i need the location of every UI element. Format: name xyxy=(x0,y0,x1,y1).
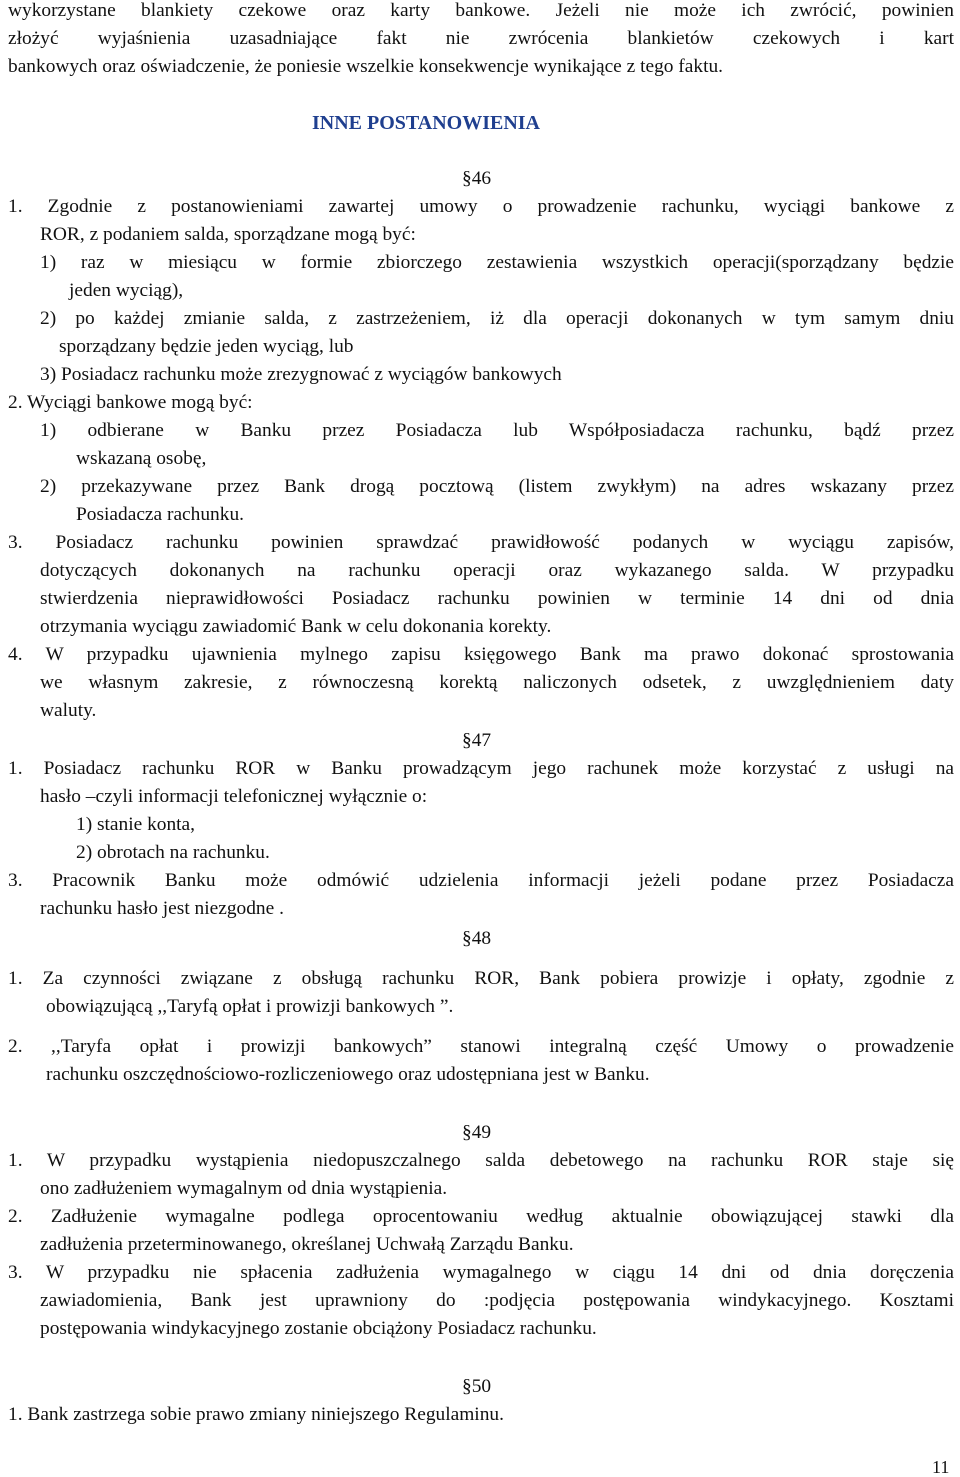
s47-p1-line-1: 1. Posiadacz rachunku ROR w Banku prowadzącym jego rachunek może korzystać z usługi na xyxy=(8,758,954,779)
s46-p1-item2-line-2: sporządzany będzie jeden wyciąg, lub xyxy=(59,336,354,357)
s46-p2-item2-line-2: Posiadacza rachunku. xyxy=(76,504,244,525)
s46-p2-item1-line-1: 1) odbierane w Banku przez Posiadacza lub Współposiadacza rachunku, bądź przez xyxy=(40,420,954,441)
s48-p1-line-2: obowiązującą ,,Taryfą opłat i prowizji bankowych ”. xyxy=(46,996,454,1017)
s50-p1-line-1: 1. Bank zastrzega sobie prawo zmiany niniejszego Regulaminu. xyxy=(8,1404,504,1425)
s46-p1-item1-line-1: 1) raz w miesiącu w formie zbiorczego zestawienia wszystkich operacji(sporządzany będzie xyxy=(40,252,954,273)
s48-p2-line-1: 2. ,,Taryfa opłat i prowizji bankowych” stanowi integralną część Umowy o prowadzenie xyxy=(8,1036,954,1057)
s47-p3-line-2: rachunku hasło jest niezgodne . xyxy=(40,898,284,919)
s47-p1-item-1: 1) stanie konta, xyxy=(76,814,196,835)
s49-p3-line-1: 3. W przypadku nie spłacenia zadłużenia wymagalnego w ciągu 14 dni od dnia doręczenia xyxy=(8,1262,954,1283)
paragraph-48-title: §48 xyxy=(462,928,492,949)
paragraph-47-title: §47 xyxy=(462,730,492,751)
intro-line-2: złożyć wyjaśnienia uzasadniające fakt nie zwrócenia blankietów czekowych i kart xyxy=(8,28,954,49)
s46-p4-line-2: we własnym zakresie, z równoczesną korektą naliczonych odsetek, z uwzględnieniem daty xyxy=(40,672,954,693)
s46-p3-line-4: otrzymania wyciągu zawiadomić Bank w celu dokonania korekty. xyxy=(40,616,552,637)
s47-p3-line-1: 3. Pracownik Banku może odmówić udzielenia informacji jeżeli podane przez Posiadacza xyxy=(8,870,954,891)
s48-p2-line-2: rachunku oszczędnościowo-rozliczeniowego oraz udostępniana jest w Banku. xyxy=(46,1064,650,1085)
section-heading: INNE POSTANOWIENIA xyxy=(312,112,540,134)
page-number: 11 xyxy=(932,1457,950,1477)
s46-p2-item2-line-1: 2) przekazywane przez Bank drogą pocztową (listem zwykłym) na adres wskazany przez xyxy=(40,476,954,497)
s46-p1-item1-line-2: jeden wyciąg), xyxy=(69,280,184,301)
s46-p2-item1-line-2: wskazaną osobę, xyxy=(76,448,207,469)
s49-p2-line-1: 2. Zadłużenie wymagalne podlega oprocentowaniu według aktualnie obowiązującej stawki dla xyxy=(8,1206,954,1227)
s46-p4-line-1: 4. W przypadku ujawnienia mylnego zapisu księgowego Bank ma prawo dokonać sprostowania xyxy=(8,644,954,665)
s49-p1-line-1: 1. W przypadku wystąpienia niedopuszczalnego salda debetowego na rachunku ROR staje się xyxy=(8,1150,954,1171)
s46-p1-item3-line-1: 3) Posiadacz rachunku może zrezygnować z wyciągów bankowych xyxy=(40,364,562,385)
paragraph-50-title: §50 xyxy=(462,1376,492,1397)
s46-p3-line-3: stwierdzenia nieprawidłowości Posiadacz rachunku powinien w terminie 14 dni od dnia xyxy=(40,588,954,609)
s49-p3-line-2: zawiadomienia, Bank jest uprawniony do :podjęcia postępowania windykacyjnego. Kosztami xyxy=(40,1290,954,1311)
s49-p3-line-3: postępowania windykacyjnego zostanie obciążony Posiadacz rachunku. xyxy=(40,1318,597,1339)
s46-p2-line-1: 2. Wyciągi bankowe mogą być: xyxy=(8,392,253,413)
intro-line-1: wykorzystane blankiety czekowe oraz karty bankowe. Jeżeli nie może ich zwrócić, powinien xyxy=(8,0,954,21)
paragraph-46-title: §46 xyxy=(462,168,492,189)
s46-p4-line-3: waluty. xyxy=(40,700,97,721)
s46-p1-line-2: ROR, z podaniem salda, sporządzane mogą być: xyxy=(40,224,416,245)
s49-p1-line-2: ono zadłużeniem wymagalnym od dnia wystąpienia. xyxy=(40,1178,448,1199)
paragraph-49-title: §49 xyxy=(462,1122,492,1143)
s49-p2-line-2: zadłużenia przeterminowanego, określanej Uchwałą Zarządu Banku. xyxy=(40,1234,574,1255)
s48-p1-line-1: 1. Za czynności związane z obsługą rachunku ROR, Bank pobiera prowizje i opłaty, zgodnie z xyxy=(8,968,954,989)
s47-p1-item-2: 2) obrotach na rachunku. xyxy=(76,842,270,863)
s46-p1-item2-line-1: 2) po każdej zmianie salda, z zastrzeżeniem, iż dla operacji dokonanych w tym samym dniu xyxy=(40,308,954,329)
intro-line-3: bankowych oraz oświadczenie, że poniesie wszelkie konsekwencje wynikające z tego faktu. xyxy=(8,56,724,77)
s47-p1-line-2: hasło –czyli informacji telefonicznej wyłącznie o: xyxy=(40,786,428,807)
s46-p3-line-2: dotyczących dokonanych na rachunku operacji oraz wykazanego salda. W przypadku xyxy=(40,560,954,581)
s46-p1-line-1: 1. Zgodnie z postanowieniami zawartej umowy o prowadzenie rachunku, wyciągi bankowe z xyxy=(8,196,954,217)
s46-p3-line-1: 3. Posiadacz rachunku powinien sprawdzać prawidłowość podanych w wyciągu zapisów, xyxy=(8,532,954,553)
